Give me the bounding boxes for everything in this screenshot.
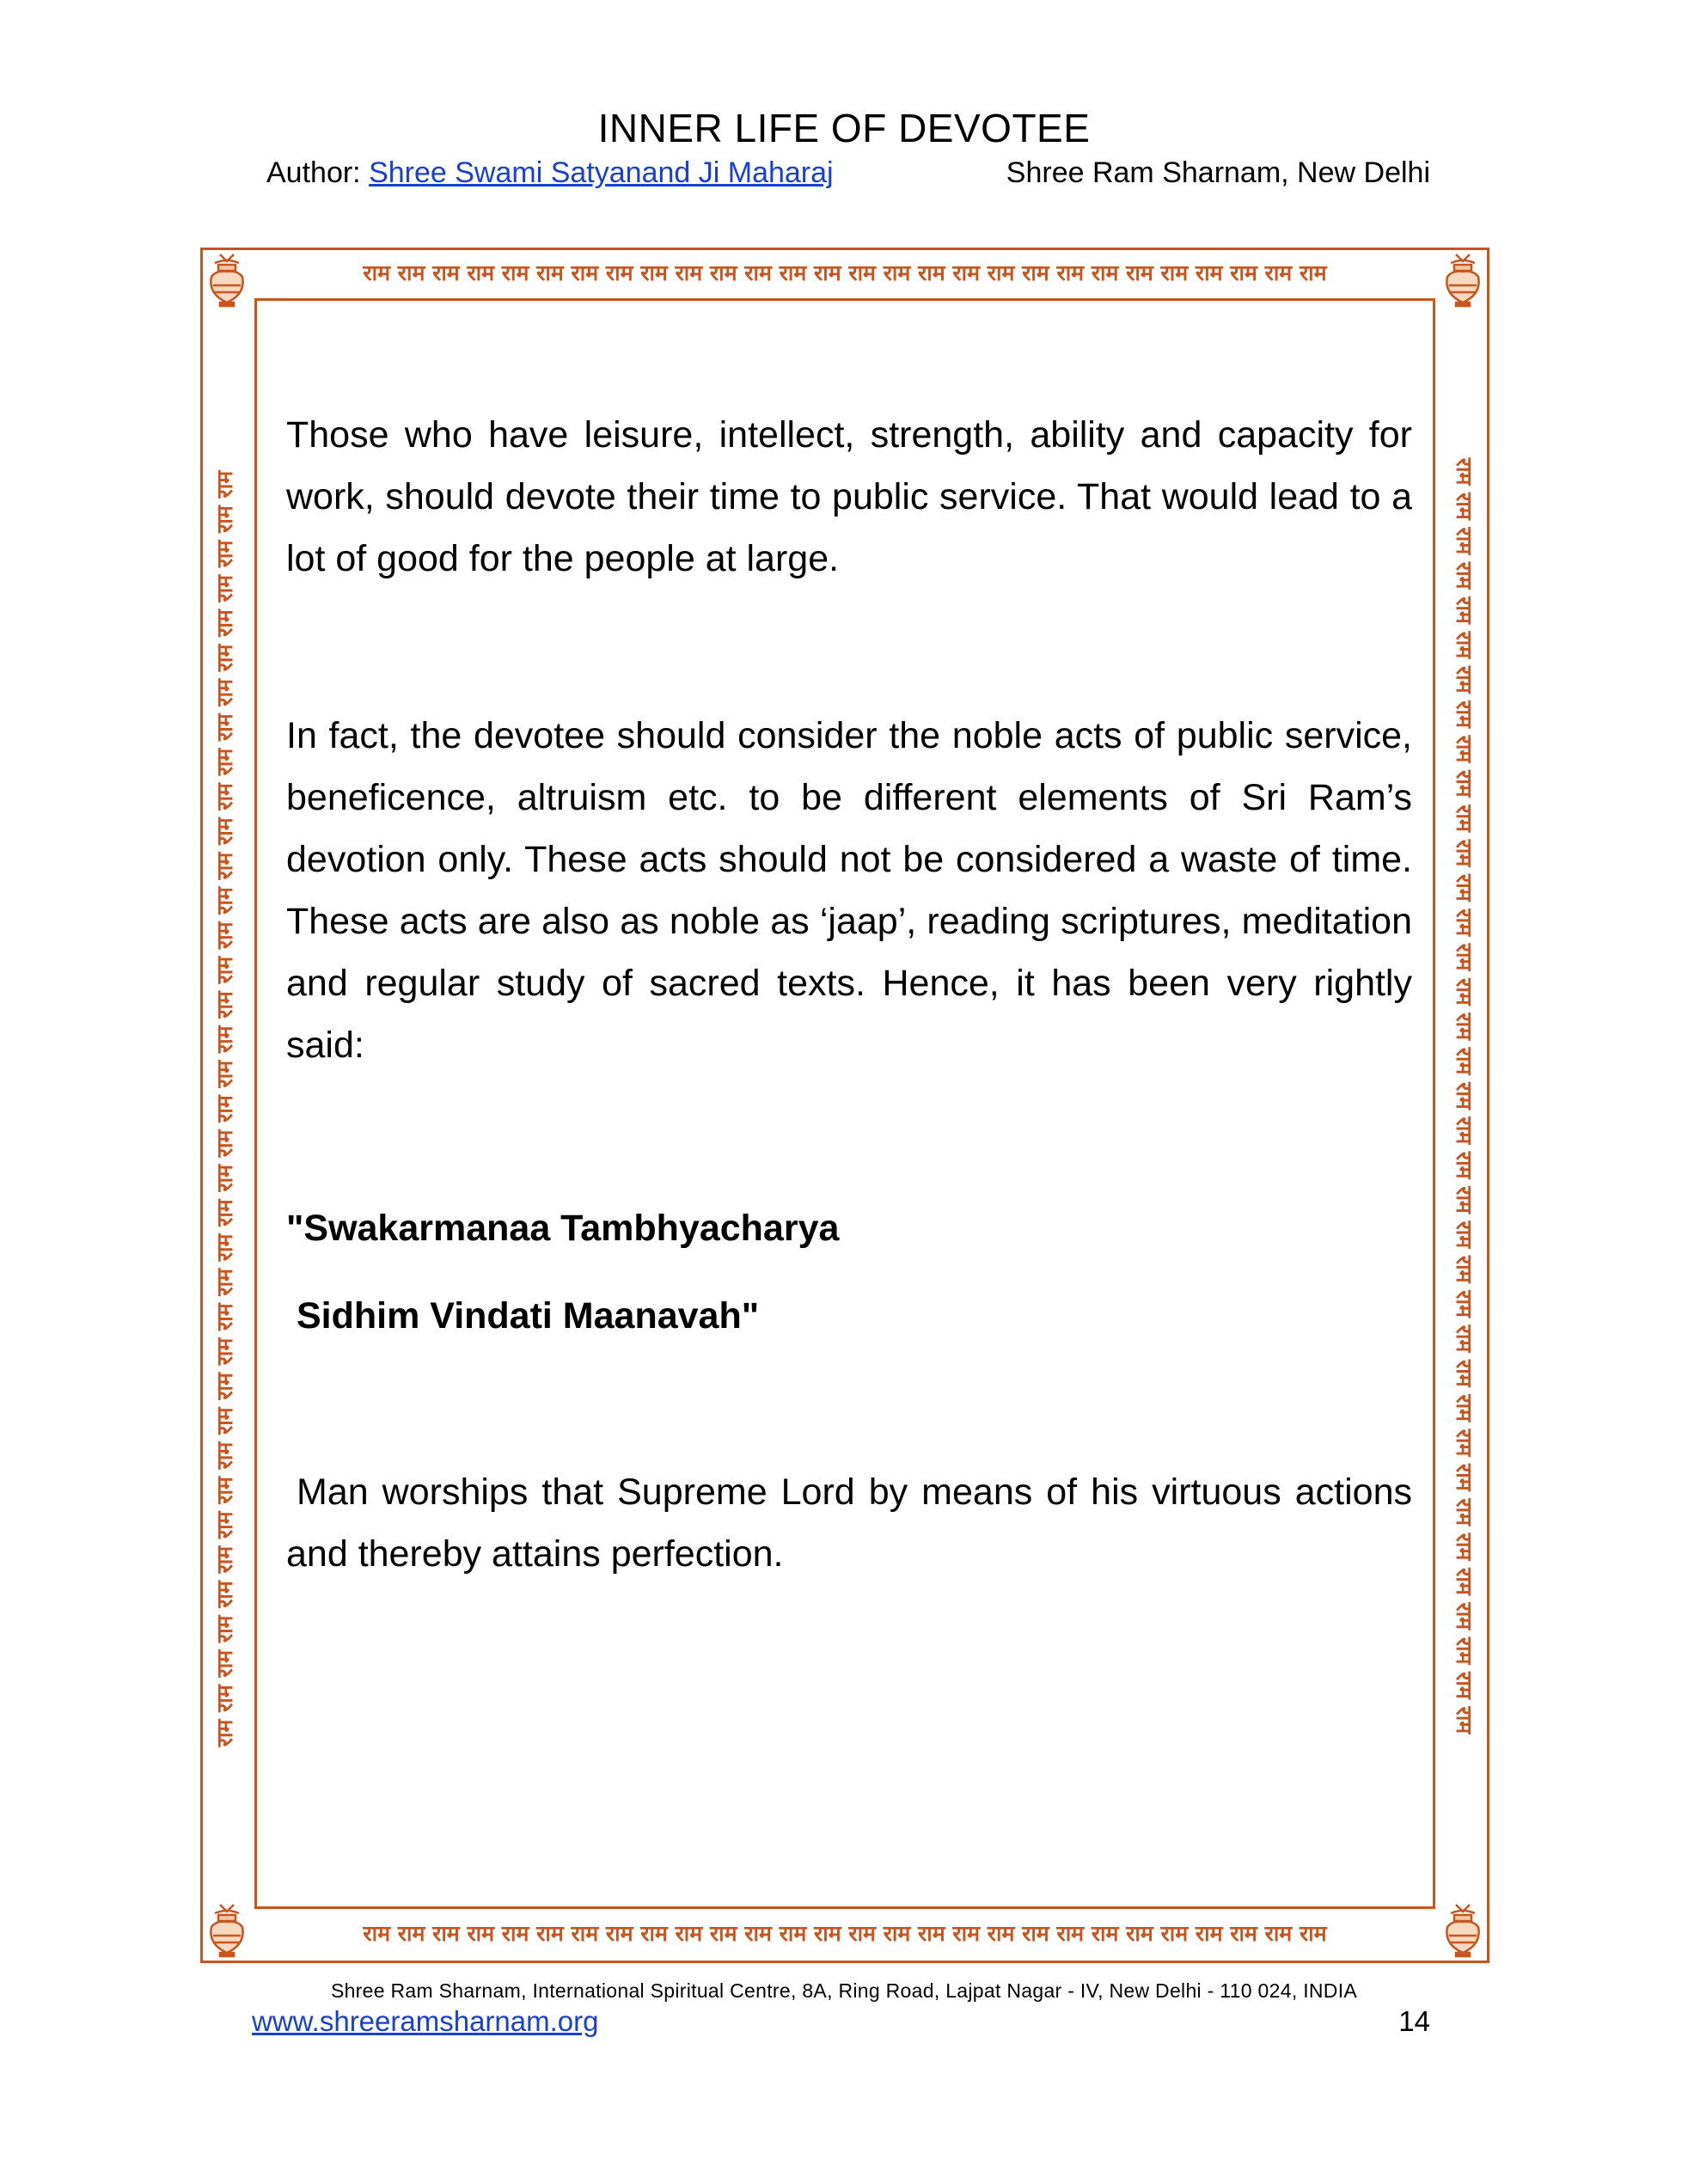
paragraph-text: Those who have leisure, intellect, strength, ability and capacity for work, should devote their time to public service. That would lead to a lot of good for the people at large. [286, 414, 1412, 579]
border-text-top: राम राम राम राम राम राम राम राम राम राम राम राम राम राम राम राम राम राम राम राम राम राम राम राम राम राम राम राम [363, 260, 1327, 285]
footer-address: Shree Ram Sharnam, International Spiritual Centre, 8A, Ring Road, Lajpat Nagar - IV, New Delhi - 110 024, INDIA [330, 1979, 1358, 2002]
author-label: Author: [266, 156, 370, 189]
page-number: 14 [1398, 2005, 1430, 2037]
border-text-left: राम राम राम राम राम राम राम राम राम राम राम राम राम राम राम राम राम राम राम राम राम राम राम राम राम राम राम राम राम राम राम राम राम राम राम राम राम [212, 470, 237, 1747]
body-paragraph-3 [286, 1461, 1412, 1585]
border-text-right: राम राम राम राम राम राम राम राम राम राम राम राम राम राम राम राम राम राम राम राम राम राम राम राम राम राम राम राम राम राम राम राम राम राम राम राम राम [1452, 457, 1477, 1734]
sanskrit-quote-line-1: "Swakarmanaa Tambhyacharya [286, 1208, 840, 1249]
kalash-icon [203, 251, 251, 308]
author-line [266, 156, 834, 190]
body-paragraph-2 [286, 705, 1412, 1076]
kalash-icon [203, 1901, 251, 1958]
sanskrit-quote-line-2: Sidhim Vindati Maanavah" [297, 1295, 760, 1337]
paragraph-text: Man worships that Supreme Lord by means of his virtuous actions and thereby attains perfection. [286, 1471, 1412, 1575]
kalash-icon [1439, 251, 1487, 308]
website-link[interactable]: www.shreeramsharnam.org [252, 2005, 599, 2037]
header-line [266, 156, 1430, 190]
organization-name: Shree Ram Sharnam, New Delhi [1006, 156, 1430, 189]
body-paragraph-1 [286, 404, 1412, 590]
kalash-icon [1439, 1901, 1487, 1958]
border-text-bottom: राम राम राम राम राम राम राम राम राम राम राम राम राम राम राम राम राम राम राम राम राम राम राम राम राम राम राम राम [363, 1921, 1327, 1946]
paragraph-text: In fact, the devotee should consider the noble acts of public service, beneficence, altruism etc. to be different elements of Sri Ram’s devotion only. These acts should not be considered a waste of time. These acts are also as noble as ‘jaap’, reading scriptures, meditation and regular study of sacred texts. Hence, it has been very rightly said: [286, 715, 1412, 1066]
document-title: INNER LIFE OF DEVOTEE [597, 106, 1091, 150]
author-link[interactable]: Shree Swami Satyanand Ji Maharaj [369, 156, 834, 189]
